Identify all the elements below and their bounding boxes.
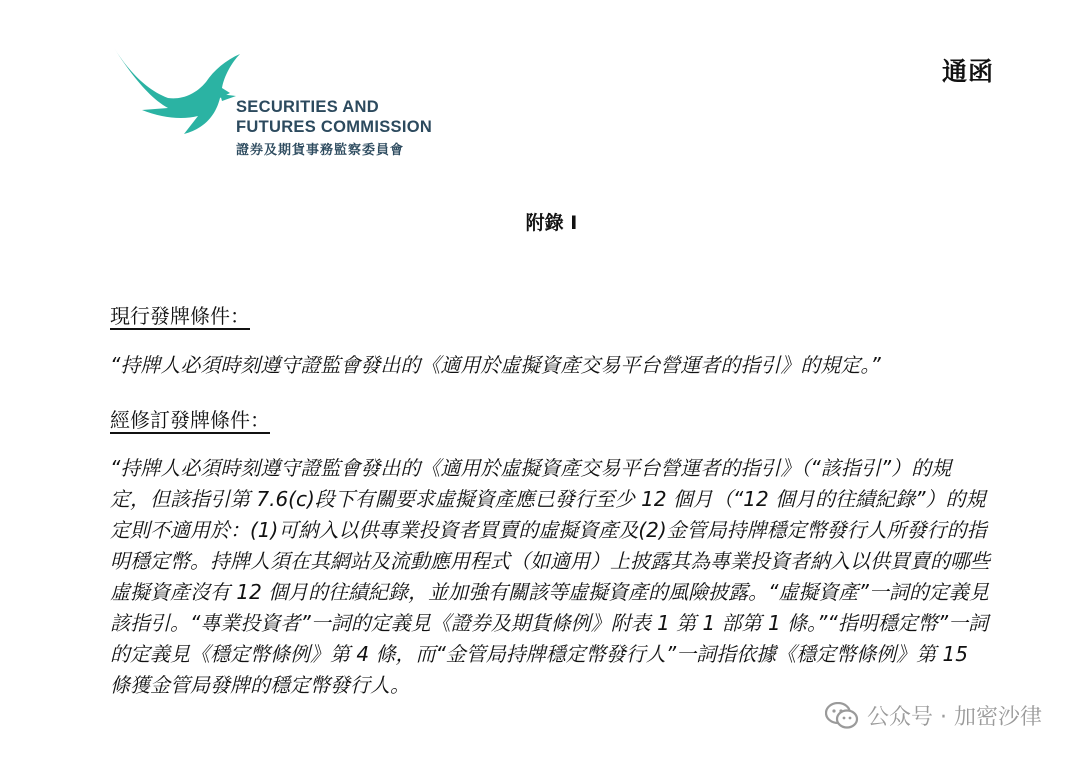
current-condition-heading: 現行發牌條件： [110,304,250,328]
watermark-text: 公众号 · 加密沙律 [867,705,1042,730]
logo-line-2: FUTURES COMMISSION [236,118,433,136]
annex-title: 附錄 I [525,212,578,234]
revised-condition-text: “持牌人必須時刻遵守證監會發出的《適用於虛擬資產交易平台營運者的指引》（“該指引”）的規定，但該指引第 7.6(c)段下有關要求虛擬資產應已發行至少 12 個月（“12 個月的往績紀錄”）的規定則不適用於：(1)可納入以供專業投資者買賣的虛擬資產及(2)金管局持牌穩定幣發行人所發行的指明穩定幣。持牌人須在其網站及流動應用程式（如適用）上披露其為專業投資者納入以供買賣的哪些虛擬資產沒有 12 個月的往績紀錄，並加強有關該等虛擬資產的風險披露。“虛擬資產”一詞的定義見該指引。“專業投資者”一詞的定義見《證券及期貨條例》附表 1 第 1 部第 1 條。”“指明穩定幣”一詞的定義見《穩定幣條例》第 4 條，而“金管局持牌穩定幣發行人”一詞指依據《穩定幣條例》第 15 條獲金管局發牌的穩定幣發行人。 [110,456,990,697]
sfc-logo [112,46,472,166]
logo-line-1: SECURITIES AND [236,98,379,116]
eagle-logo-icon [112,46,242,141]
current-condition-text: “持牌人必須時刻遵守證監會發出的《適用於虛擬資產交易平台營運者的指引》的規定。” [110,353,881,377]
logo-line-3: 證券及期貨事務監察委員會 [236,143,405,158]
document-type: 通函 [941,57,994,86]
wechat-icon [825,702,859,730]
watermark [825,700,1042,731]
revised-condition-heading: 經修訂發牌條件： [110,408,270,432]
